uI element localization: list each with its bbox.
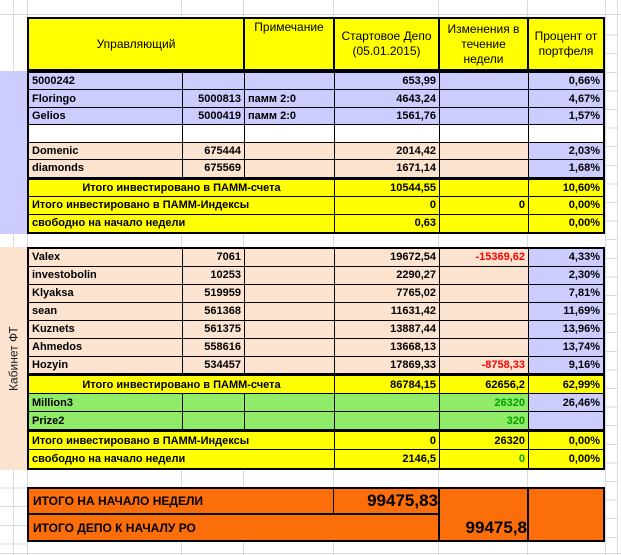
cell-week-change[interactable]: 320 bbox=[440, 412, 529, 430]
section-1-table bbox=[27, 71, 605, 234]
header-start-depo[interactable]: Стартовое Депо (05.01.2015) bbox=[335, 19, 440, 69]
cell-start-depo[interactable]: 7765,02 bbox=[335, 285, 440, 303]
group1-row-band bbox=[0, 71, 27, 234]
cell-portfolio-percent[interactable]: 4,67% bbox=[529, 90, 603, 107]
total-row bbox=[29, 374, 603, 394]
cell-note[interactable] bbox=[245, 267, 335, 285]
table-header-row bbox=[27, 17, 605, 71]
footer-depo-ro-value[interactable]: 99475,8 bbox=[465, 517, 527, 537]
table-row bbox=[29, 108, 603, 125]
cell-start-depo[interactable]: 0 bbox=[335, 197, 440, 214]
cell-start-depo[interactable]: 1561,76 bbox=[335, 108, 440, 125]
footer-week-start-value[interactable]: 99475,83 bbox=[367, 491, 438, 510]
cell-week-change[interactable] bbox=[440, 339, 529, 357]
header-portfolio-percent[interactable]: Процент от портфеля bbox=[534, 29, 598, 58]
cell-note[interactable] bbox=[245, 339, 335, 357]
cell-note[interactable] bbox=[245, 412, 335, 430]
cell-empty[interactable] bbox=[529, 125, 603, 142]
cell-portfolio-percent[interactable]: 0,66% bbox=[529, 73, 603, 90]
cell-manager-name[interactable]: investobolin bbox=[29, 267, 183, 285]
cell-start-depo[interactable]: 13668,13 bbox=[335, 339, 440, 357]
cell-portfolio-percent[interactable]: 11,69% bbox=[529, 303, 603, 321]
gridline bbox=[0, 470, 27, 555]
cell-week-change[interactable] bbox=[440, 303, 529, 321]
cell-portfolio-percent[interactable]: 2,03% bbox=[529, 143, 603, 160]
cell-account-number[interactable]: 5000813 bbox=[183, 90, 245, 107]
cell-account-number[interactable]: 5000419 bbox=[183, 108, 245, 125]
cell-portfolio-percent[interactable]: 1,57% bbox=[529, 108, 603, 125]
cell-week-change[interactable]: -8758,33 bbox=[440, 357, 529, 375]
cell-note[interactable] bbox=[245, 160, 335, 177]
cell-note[interactable] bbox=[245, 394, 335, 412]
cell-total-label[interactable]: свободно на начало недели bbox=[29, 450, 335, 468]
cell-manager-name[interactable]: sean bbox=[29, 303, 183, 321]
cell-start-depo[interactable]: 17869,33 bbox=[335, 357, 440, 375]
section-2-table bbox=[27, 247, 605, 470]
cell-portfolio-percent[interactable]: 10,60% bbox=[529, 180, 603, 197]
total-row bbox=[29, 215, 603, 232]
cell-empty[interactable] bbox=[245, 125, 335, 142]
table-row bbox=[29, 160, 603, 177]
cell-note[interactable] bbox=[245, 73, 335, 90]
cell-note[interactable] bbox=[245, 321, 335, 339]
cell-start-depo[interactable]: 0,63 bbox=[335, 215, 440, 232]
cell-manager-name[interactable]: 5000242 bbox=[29, 73, 183, 90]
cell-week-change[interactable]: 0 bbox=[440, 450, 529, 468]
footer-week-start-label[interactable]: ИТОГО НА НАЧАЛО НЕДЕЛИ bbox=[33, 494, 203, 508]
cell-total-label[interactable]: свободно на начало недели bbox=[29, 215, 335, 232]
cell-start-depo[interactable]: 653,99 bbox=[335, 73, 440, 90]
cell-portfolio-percent[interactable]: 1,68% bbox=[529, 160, 603, 177]
cell-start-depo[interactable]: 4643,24 bbox=[335, 90, 440, 107]
footer-totals-block bbox=[27, 487, 605, 542]
cell-week-change[interactable] bbox=[440, 143, 529, 160]
cell-manager-name[interactable]: Ahmedos bbox=[29, 339, 183, 357]
cell-start-depo[interactable]: 2146,5 bbox=[335, 450, 440, 468]
table-row bbox=[29, 267, 603, 285]
cell-account-number[interactable]: 10253 bbox=[183, 267, 245, 285]
sidebar-cabinet-label-text: Кабинет ФТ bbox=[6, 326, 21, 391]
cell-manager-name[interactable]: Prize2 bbox=[29, 412, 183, 430]
cell-portfolio-percent[interactable] bbox=[529, 412, 603, 430]
cell-account-number[interactable]: 675569 bbox=[183, 160, 245, 177]
index-row bbox=[29, 394, 603, 412]
cell-week-change[interactable] bbox=[440, 73, 529, 90]
cell-start-depo[interactable]: 2290,27 bbox=[335, 267, 440, 285]
cell-portfolio-percent[interactable]: 0,00% bbox=[529, 215, 603, 232]
cell-total-label[interactable]: Итого инвестировано в ПАММ-Индексы bbox=[29, 197, 335, 214]
cell-manager-name[interactable]: Gelios bbox=[29, 108, 183, 125]
cell-total-label[interactable]: Итого инвестировано в ПАММ-Индексы bbox=[29, 432, 335, 450]
cell-manager-name[interactable]: Klyaksa bbox=[29, 285, 183, 303]
cell-account-number[interactable] bbox=[183, 412, 245, 430]
cell-week-change[interactable]: -15369,62 bbox=[440, 249, 529, 267]
total-row bbox=[29, 197, 603, 214]
cell-week-change[interactable]: 0 bbox=[440, 197, 529, 214]
cell-empty[interactable] bbox=[440, 125, 529, 142]
gridline bbox=[0, 14, 621, 15]
cell-week-change[interactable] bbox=[440, 267, 529, 285]
cell-portfolio-percent[interactable]: 4,33% bbox=[529, 249, 603, 267]
cell-start-depo[interactable]: 11631,42 bbox=[335, 303, 440, 321]
table-row bbox=[29, 249, 603, 267]
cell-account-number[interactable]: 519959 bbox=[183, 285, 245, 303]
cell-note[interactable]: памм 2:0 bbox=[245, 108, 335, 125]
cell-start-depo[interactable] bbox=[335, 412, 440, 430]
cell-week-change[interactable] bbox=[440, 90, 529, 107]
cell-manager-name[interactable]: Floringo bbox=[29, 90, 183, 107]
cell-portfolio-percent[interactable]: 2,30% bbox=[529, 267, 603, 285]
cell-total-label[interactable]: Итого инвестировано в ПАММ-счета bbox=[29, 376, 335, 394]
table-row bbox=[29, 73, 603, 90]
table-row bbox=[29, 321, 603, 339]
cell-manager-name[interactable]: Kuznets bbox=[29, 321, 183, 339]
cell-week-change[interactable] bbox=[440, 180, 529, 197]
table-row bbox=[29, 357, 603, 375]
cell-note[interactable] bbox=[245, 143, 335, 160]
total-row bbox=[29, 178, 603, 197]
cell-empty[interactable] bbox=[29, 125, 183, 142]
cell-portfolio-percent[interactable]: 13,96% bbox=[529, 321, 603, 339]
cell-empty[interactable] bbox=[335, 125, 440, 142]
sidebar-cabinet-label[interactable] bbox=[0, 247, 27, 470]
index-row bbox=[29, 412, 603, 430]
cell-portfolio-percent[interactable]: 13,74% bbox=[529, 339, 603, 357]
cell-start-depo[interactable]: 86784,15 bbox=[335, 376, 440, 394]
cell-manager-name[interactable]: Valex bbox=[29, 249, 183, 267]
table-row bbox=[29, 285, 603, 303]
cell-week-change[interactable]: 26320 bbox=[440, 394, 529, 412]
cell-manager-name[interactable]: diamonds bbox=[29, 160, 183, 177]
cell-manager-name[interactable]: Million3 bbox=[29, 394, 183, 412]
total-row bbox=[29, 430, 603, 450]
cell-start-depo[interactable]: 0 bbox=[335, 432, 440, 450]
cell-note[interactable]: памм 2:0 bbox=[245, 90, 335, 107]
gridline bbox=[0, 553, 621, 554]
cell-account-number[interactable]: 7061 bbox=[183, 249, 245, 267]
footer-depo-ro-label[interactable]: ИТОГО ДЕПО К НАЧАЛУ РО bbox=[33, 520, 196, 535]
cell-week-change[interactable] bbox=[440, 160, 529, 177]
cell-account-number[interactable] bbox=[183, 73, 245, 90]
cell-note[interactable] bbox=[245, 357, 335, 375]
cell-week-change[interactable] bbox=[440, 108, 529, 125]
cell-week-change[interactable]: 62656,2 bbox=[440, 376, 529, 394]
cell-account-number[interactable]: 561375 bbox=[183, 321, 245, 339]
table-row bbox=[29, 143, 603, 160]
cell-start-depo[interactable]: 2014,42 bbox=[335, 143, 440, 160]
cell-week-change[interactable] bbox=[440, 285, 529, 303]
header-note[interactable]: Примечание bbox=[245, 19, 335, 69]
cell-manager-name[interactable]: Hozyin bbox=[29, 357, 183, 375]
cell-start-depo[interactable]: 13887,44 bbox=[335, 321, 440, 339]
gridline bbox=[605, 17, 617, 555]
cell-start-depo[interactable] bbox=[335, 394, 440, 412]
cell-portfolio-percent[interactable]: 0,00% bbox=[529, 432, 603, 450]
cell-portfolio-percent[interactable]: 0,00% bbox=[529, 450, 603, 468]
header-week-changes[interactable]: Изменения в течение недели bbox=[440, 19, 529, 69]
table-row bbox=[29, 339, 603, 357]
total-row bbox=[29, 450, 603, 468]
table-row-empty bbox=[29, 125, 603, 142]
cell-start-depo[interactable]: 10544,55 bbox=[335, 180, 440, 197]
cell-start-depo[interactable]: 19672,54 bbox=[335, 249, 440, 267]
cell-note[interactable] bbox=[245, 285, 335, 303]
cell-manager-name[interactable]: Domenic bbox=[29, 143, 183, 160]
cell-portfolio-percent[interactable]: 0,00% bbox=[529, 197, 603, 214]
cell-account-number[interactable]: 558616 bbox=[183, 339, 245, 357]
cell-note[interactable] bbox=[245, 303, 335, 321]
cell-week-change[interactable] bbox=[440, 321, 529, 339]
cell-account-number[interactable]: 534457 bbox=[183, 357, 245, 375]
cell-week-change[interactable] bbox=[440, 215, 529, 232]
cell-portfolio-percent[interactable]: 62,99% bbox=[529, 376, 603, 394]
cell-start-depo[interactable]: 1671,14 bbox=[335, 160, 440, 177]
cell-account-number[interactable] bbox=[183, 394, 245, 412]
table-row bbox=[29, 303, 603, 321]
cell-account-number[interactable]: 675444 bbox=[183, 143, 245, 160]
header-manager[interactable]: Управляющий bbox=[29, 19, 245, 69]
cell-total-label[interactable]: Итого инвестировано в ПАММ-счета bbox=[29, 180, 335, 197]
cell-portfolio-percent[interactable]: 9,16% bbox=[529, 357, 603, 375]
cell-empty[interactable] bbox=[183, 125, 245, 142]
cell-note[interactable] bbox=[245, 249, 335, 267]
cell-week-change[interactable]: 26320 bbox=[440, 432, 529, 450]
cell-portfolio-percent[interactable]: 7,81% bbox=[529, 285, 603, 303]
cell-portfolio-percent[interactable]: 26,46% bbox=[529, 394, 603, 412]
table-row bbox=[29, 90, 603, 107]
gridline bbox=[617, 0, 618, 555]
cell-account-number[interactable]: 561368 bbox=[183, 303, 245, 321]
